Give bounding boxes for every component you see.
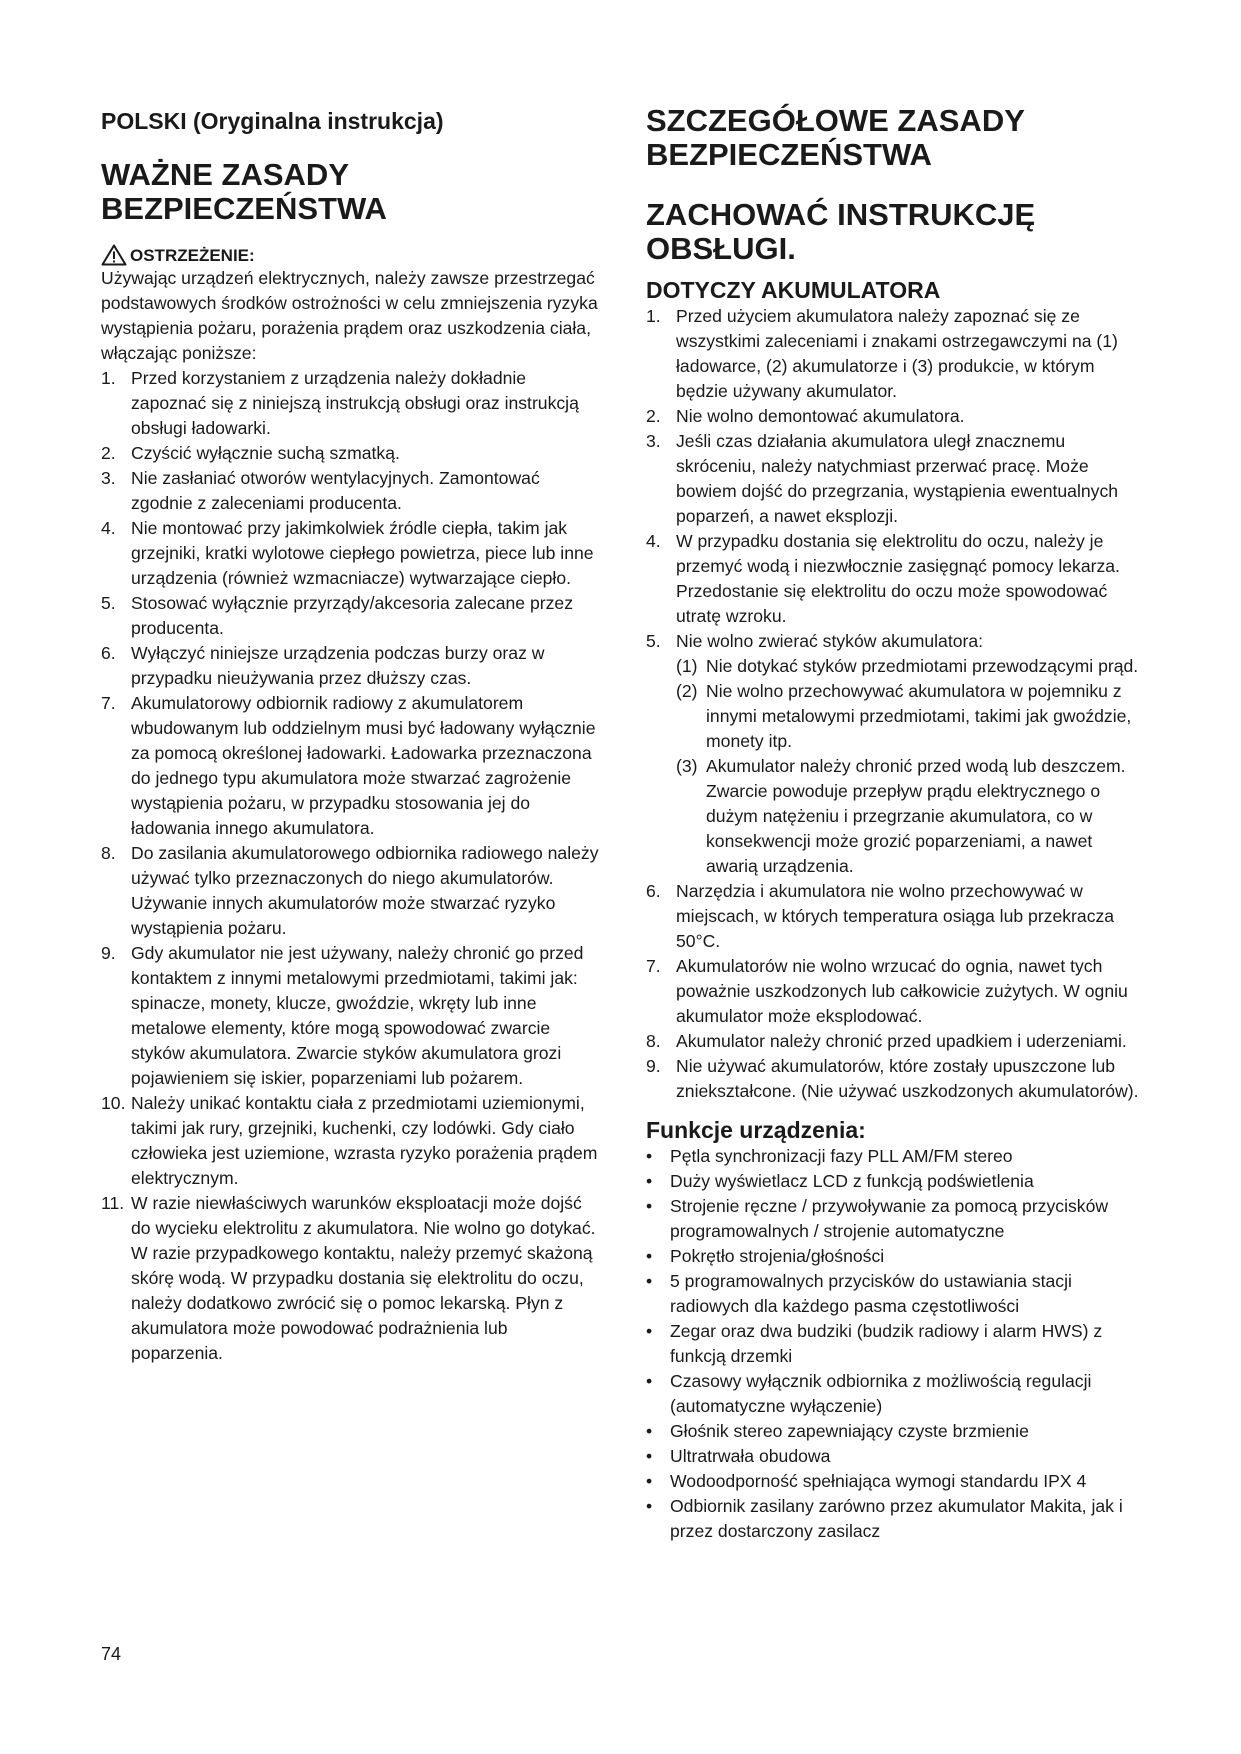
right-column <box>646 96 1146 1544</box>
battery-sublist <box>646 654 1146 879</box>
feature-item: • Strojenie ręczne / przywoływanie za pomocą przycisków programowalnych / strojenie automatyczne <box>646 1196 1109 1241</box>
feature-item: • Ultratrwała obudowa <box>646 1446 831 1466</box>
feature-item: • Czasowy wyłącznik odbiornika z możliwością regulacji (automatyczne wyłączenie) <box>646 1371 1092 1416</box>
battery-heading: DOTYCZY AKUMULATORA <box>646 277 941 303</box>
warning-triangle-icon <box>101 244 127 266</box>
list-item: 8. Do zasilania akumulatorowego odbiornika radiowego należy używać tylko przeznaczonych do niego akumulatorów. Używanie innych akumulatorów może stwarzać ryzyko wystąpienia pożaru. <box>101 843 599 938</box>
list-item: 8. Akumulator należy chronić przed upadkiem i uderzeniami. <box>646 1031 1127 1051</box>
list-item: 3. Nie zasłaniać otworów wentylacyjnych. Zamontować zgodnie z zaleceniami producenta. <box>101 468 540 513</box>
list-item: 7. Akumulatorowy odbiornik radiowy z akumulatorem wbudowanym lub oddzielnym musi być ładowany wyłącznie za pomocą określonej ładowarki. Ładowarka przeznaczona do jednego typu akumulatora może stwarzać zagrożenie wystąpienia pożaru, w przypadku stosowania jej do ładowania innego akumulatora. <box>101 693 596 838</box>
left-column <box>101 96 601 1366</box>
keep-instructions-title: ZACHOWAĆ INSTRUKCJĘ OBSŁUGI. <box>646 197 1036 266</box>
feature-item: • Zegar oraz dwa budziki (budzik radiowy i alarm HWS) z funkcją drzemki <box>646 1321 1103 1366</box>
features-heading: Funkcje urządzenia: <box>646 1117 866 1143</box>
list-item: 3. Jeśli czas działania akumulatora uległ znacznemu skróceniu, należy natychmiast przerwać pracę. Może bowiem dojść do przegrzania, wystąpienia ewentualnych poparzeń, a nawet eksplozji. <box>646 431 1119 526</box>
list-item: 4. Nie montować przy jakimkolwiek źródle ciepła, takim jak grzejniki, kratki wylotowe ciepłego powietrza, piece lub inne urządzenia (również wzmacniacze) wytwarzające ciepło. <box>101 518 594 588</box>
list-item: 2. Nie wolno demontować akumulatora. <box>646 406 965 426</box>
battery-list <box>646 304 1146 654</box>
list-item: 5. Stosować wyłącznie przyrządy/akcesoria zalecane przez producenta. <box>101 593 573 638</box>
list-item: 2. Czyścić wyłącznie suchą szmatką. <box>101 443 400 463</box>
battery-list-continued <box>646 879 1146 1104</box>
feature-item: • Odbiornik zasilany zarówno przez akumulator Makita, jak i przez dostarczony zasilacz <box>646 1496 1123 1541</box>
warning-label <box>101 244 601 266</box>
list-item: 9. Nie używać akumulatorów, które zostały upuszczone lub zniekształcone. (Nie używać uszkodzonych akumulatorów). <box>646 1056 1139 1101</box>
feature-item: • Duży wyświetlacz LCD z funkcją podświetlenia <box>646 1171 1034 1191</box>
feature-item: • Pętla synchronizacji fazy PLL AM/FM stereo <box>646 1146 1013 1166</box>
list-item: 5. Nie wolno zwierać styków akumulatora: <box>646 631 984 651</box>
list-item: 6. Wyłączyć niniejsze urządzenia podczas burzy oraz w przypadku nieużywania przez dłuższy czas. <box>101 643 545 688</box>
list-item: 7. Akumulatorów nie wolno wrzucać do ognia, nawet tych poważnie uszkodzonych lub całkowicie zużytych. W ogniu akumulator może eksplodować. <box>646 956 1128 1026</box>
page-number: 74 <box>101 1644 122 1664</box>
sublist-item: (1) Nie dotykać styków przedmiotami przewodzącymi prąd. <box>676 656 1139 676</box>
feature-item: • Pokrętło strojenia/głośności <box>646 1246 885 1266</box>
list-item: 1. Przed użyciem akumulatora należy zapoznać się ze wszystkimi zaleceniami i znakami ostrzegawczymi na (1) ładowarce, (2) akumulatorze i (3) produkcie, w którym będzie używany akumulator. <box>646 306 1118 401</box>
language-heading: POLSKI (Oryginalna instrukcja) <box>101 108 444 134</box>
feature-item: • Głośnik stereo zapewniający czyste brzmienie <box>646 1421 1029 1441</box>
sublist-item: (3) Akumulator należy chronić przed wodą lub deszczem. Zwarcie powoduje przepływ prądu elektrycznego o dużym natężeniu i przegrzanie akumulatora, co w konsekwencji może grozić poparzeniami, a nawet awarią urządzenia. <box>676 756 1126 876</box>
list-item: 6. Narzędzia i akumulatora nie wolno przechowywać w miejscach, w których temperatura osiąga lub przekracza 50°C. <box>646 881 1115 951</box>
safety-title: WAŻNE ZASADY BEZPIECZEŃSTWA <box>101 157 387 226</box>
list-item: 11. W razie niewłaściwych warunków eksploatacji może dojść do wycieku elektrolitu z akumulatora. Nie wolno go dotykać. W razie przypadkowego kontaktu, należy przemyć skażoną skórę wodą. W przypadku dostania się elektrolitu do oczu, należy dodatkowo zwrócić się o pomoc lekarską. Płyn z akumulatora może powodować podrażnienia lub poparzenia. <box>101 1193 596 1363</box>
list-item: 1. Przed korzystaniem z urządzenia należy dokładnie zapoznać się z niniejszą instrukcją obsługi oraz instrukcją obsługi ładowarki. <box>101 368 579 438</box>
list-item: 4. W przypadku dostania się elektrolitu do oczu, należy je przemyć wodą i niezwłocznie zasięgnąć pomocy lekarza. Przedostanie się elektrolitu do oczu może spowodować utratę wzroku. <box>646 531 1120 626</box>
list-item: 9. Gdy akumulator nie jest używany, należy chronić go przed kontaktem z innymi metalowymi przedmiotami, takimi jak: spinacze, monety, klucze, gwoździe, wkręty lub inne metalowe elementy, które mogą spowodować zwarcie styków akumulatora. Zwarcie styków akumulatora grozi pojawieniem się iskier, poparzeniami lub pożarem. <box>101 943 584 1088</box>
list-item: 10. Należy unikać kontaktu ciała z przedmiotami uziemionymi, takimi jak rury, grzejniki, kuchenki, czy lodówki. Gdy ciało człowieka jest uziemione, wzrasta ryzyko porażenia prądem elektrycznym. <box>101 1093 598 1188</box>
intro-paragraph: Używając urządzeń elektrycznych, należy zawsze przestrzegać podstawowych środków ostrożności w celu zmniejszenia ryzyka wystąpienia pożaru, porażenia prądem oraz uszkodzenia ciała, włączając poniższe: <box>101 268 598 363</box>
warning-text: OSTRZEŻENIE: <box>130 246 255 265</box>
features-list <box>646 1144 1146 1544</box>
feature-item: • Wodoodporność spełniająca wymogi standardu IPX 4 <box>646 1471 1087 1491</box>
sublist-item: (2) Nie wolno przechowywać akumulatora w pojemniku z innymi metalowymi przedmiotami, takimi jak gwoździe, monety itp. <box>676 681 1132 751</box>
safety-list <box>101 366 601 1366</box>
detailed-safety-title: SZCZEGÓŁOWE ZASADY BEZPIECZEŃSTWA <box>646 103 1025 172</box>
feature-item: • 5 programowalnych przycisków do ustawiania stacji radiowych dla każdego pasma częstotliwości <box>646 1271 1072 1316</box>
